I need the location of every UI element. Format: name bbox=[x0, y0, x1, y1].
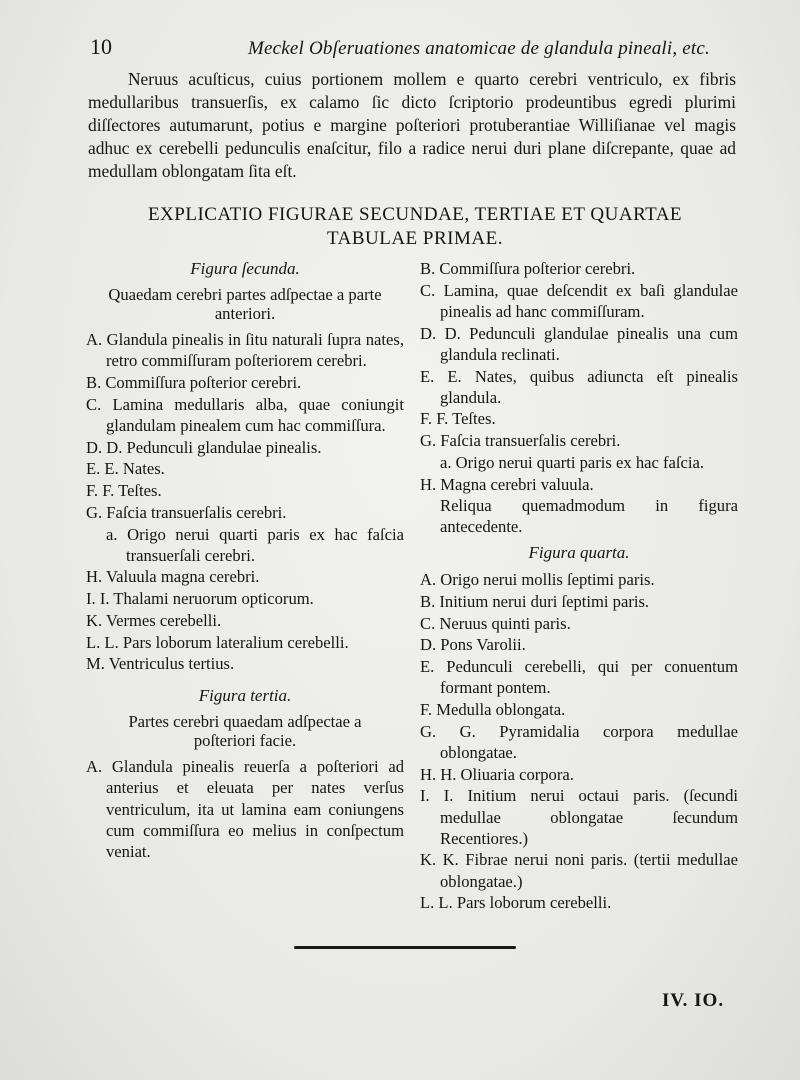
intro-paragraph: Neruus acuſticus, cuius portionem mollem e quarto cerebri ventriculo, ex fibris medullaribus transuerſis, ex calamo ſic dicto ſcriptorio prodeuntibus egredi plurimi diſſectores autumarunt, potius e margine poſteriori protuberantiae Williſianae vel magis adhuc ex cerebelli pedunculis enaſcitur, filo a radice nerui duri plane diſcrepante, quae ad medullam oblongatam ſita eſt. bbox=[88, 69, 736, 181]
legend-entry: A. Glandula pinealis reuerſa a poſteriori ad anterius et eleuata per nates verſus ventriculum, ita ut lamina eam coniungens cum commiſſura eo melius in conſpectum veniat. bbox=[86, 757, 404, 861]
legend-entry: Reliqua quemadmodum in figura antecedente. bbox=[440, 496, 738, 537]
legend-entry: K. Vermes cerebelli. bbox=[86, 610, 222, 630]
legend-entry: F. F. Teſtes. bbox=[86, 481, 162, 501]
running-head bbox=[90, 34, 710, 60]
page-number: 10 bbox=[90, 34, 112, 59]
figura-secunda-list bbox=[86, 329, 404, 674]
legend-entry: H. H. Oliuaria corpora. bbox=[420, 764, 574, 784]
legend-entry: F. Medulla oblongata. bbox=[420, 700, 566, 720]
legend-entry: G. Faſcia transuerſalis cerebri. bbox=[420, 431, 621, 451]
legend-entry: I. I. Thalami neruorum opticorum. bbox=[86, 589, 314, 609]
legend-entry: a. Origo nerui quarti paris ex hac faſcia transuerſali cerebri. bbox=[106, 524, 404, 565]
legend-entry: H. Valuula magna cerebri. bbox=[86, 567, 260, 587]
legend-entry: F. F. Teſtes. bbox=[420, 409, 496, 429]
signature-mark: IV. IO. bbox=[662, 990, 725, 1011]
right-column bbox=[420, 258, 738, 914]
figura-tertia-heading: Figura tertia. bbox=[198, 685, 292, 705]
legend-entry: L. L. Pars loborum cerebelli. bbox=[420, 893, 612, 913]
legend-entry: L. L. Pars loborum lateralium cerebelli. bbox=[86, 632, 349, 652]
section-title-line-2: TABULAE PRIMAE. bbox=[327, 228, 503, 249]
legend-entry: C. Lamina medullaris alba, quae coniungit glandulam pinealem cum hac commiſſura. bbox=[86, 394, 404, 436]
legend-entry: B. Commiſſura poſterior cerebri. bbox=[86, 373, 302, 393]
section-title bbox=[90, 203, 740, 251]
legend-entry: D. D. Pedunculi glandulae pinealis una cum glandula reclinati. bbox=[420, 323, 738, 364]
legend-entry: E. E. Nates, quibus adiuncta eſt pinealis glandula. bbox=[420, 366, 738, 407]
legend-entry: C. Lamina, quae deſcendit ex baſi glandulae pinealis ad hanc commiſſuram. bbox=[420, 280, 738, 321]
legend-entry: E. E. Nates. bbox=[86, 459, 165, 479]
legend-entry: K. K. Fibrae nerui noni paris. (tertii medullae oblongatae.) bbox=[420, 850, 738, 891]
legend-entry: I. I. Initium nerui octaui paris. (ſecundi medullae oblongatae ſecundum Recentiores.) bbox=[420, 786, 738, 848]
legend-entry: A. Origo nerui mollis ſeptimi paris. bbox=[420, 570, 655, 590]
legend-entry: B. Initium nerui duri ſeptimi paris. bbox=[420, 592, 650, 612]
figura-quarta-list bbox=[420, 569, 738, 913]
legend-entry: G. G. Pyramidalia corpora medullae oblongatae. bbox=[420, 721, 738, 762]
legend-entry: M. Ventriculus tertius. bbox=[86, 654, 235, 674]
legend-entry: C. Neruus quinti paris. bbox=[420, 613, 571, 633]
section-title-line-1: EXPLICATIO FIGURAE SECUNDAE, TERTIAE ET QUARTAE bbox=[147, 204, 683, 225]
legend-entry: B. Commiſſura poſterior cerebri. bbox=[420, 259, 636, 278]
figura-tertia-subtitle: Partes cerebri quaedam adſpectae a poſteriori facie. bbox=[128, 712, 362, 751]
legend-entry: H. Magna cerebri valuula. bbox=[420, 474, 594, 494]
legend-entry: A. Glandula pinealis in ſitu naturali ſupra nates, retro commiſſuram poſteriorem cerebri. bbox=[86, 330, 404, 371]
footer-rule bbox=[294, 946, 516, 949]
figura-secunda-subtitle: Quaedam cerebri partes adſpectae a parte anteriori. bbox=[108, 285, 382, 324]
figura-secunda-heading: Figura ſecunda. bbox=[190, 259, 300, 278]
left-column bbox=[86, 258, 404, 863]
legend-entry: a. Origo nerui quarti paris ex hac faſcia. bbox=[440, 452, 705, 472]
running-title: Meckel Obſeruationes anatomicae de glandula pineali, etc. bbox=[247, 38, 710, 59]
legend-entry: E. Pedunculi cerebelli, qui per conuentum formant pontem. bbox=[420, 657, 738, 698]
legend-entry: D. Pons Varolii. bbox=[420, 635, 526, 655]
legend-entry: D. D. Pedunculi glandulae pinealis. bbox=[86, 437, 322, 457]
legend-entry: G. Faſcia transuerſalis cerebri. bbox=[86, 502, 287, 522]
figura-quarta-heading: Figura quarta. bbox=[528, 543, 630, 563]
